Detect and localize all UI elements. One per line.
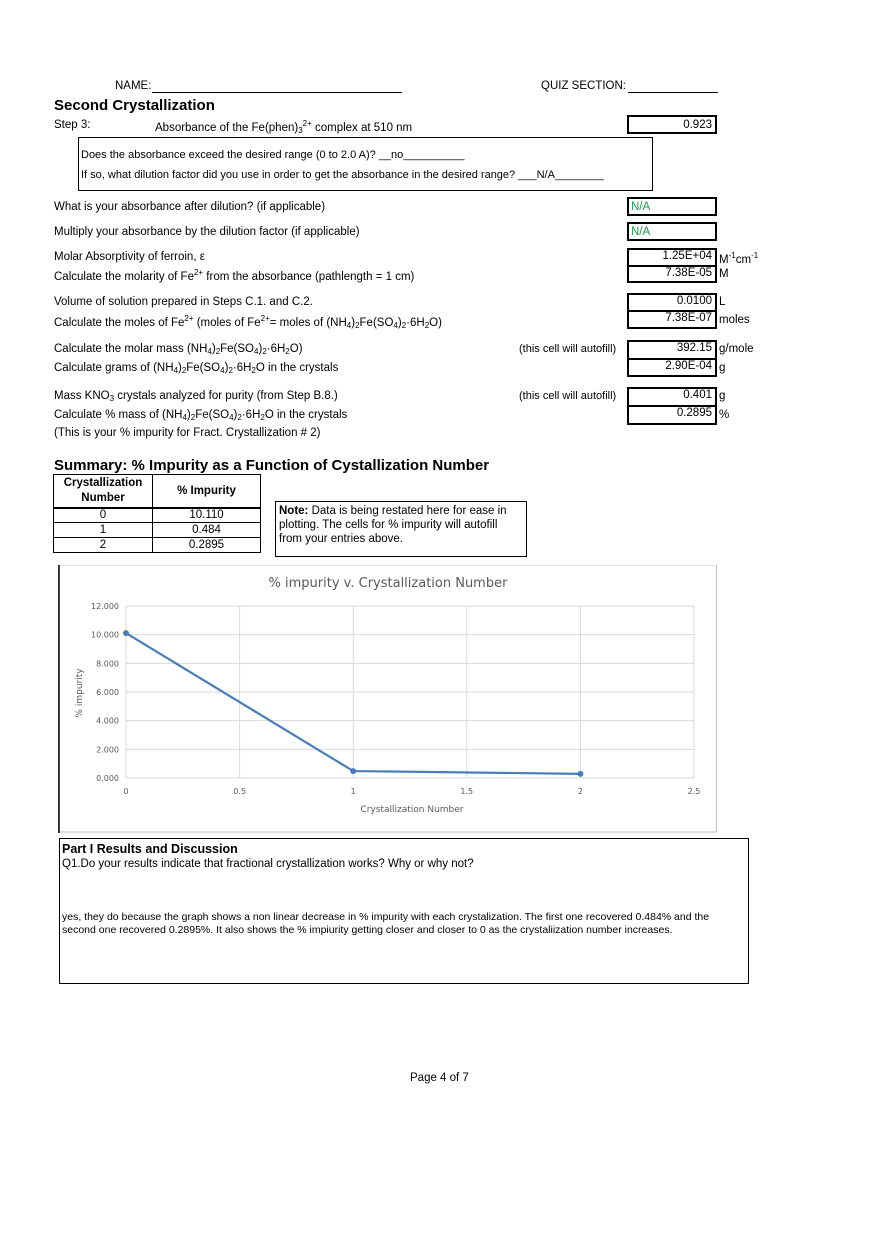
x-tick-label: 0 xyxy=(123,787,129,796)
discussion-answer[interactable]: yes, they do because the graph shows a non linear decrease in % impurity with each crystalization. The first one recovered 0.484% and the second one recovered 0.2895%. It also shows the % impiurity getting closer and closer to 0 as the crystaliization number increases. xyxy=(62,911,710,936)
mass-kno3-label: Mass $KNO_3$ crystals analyzed for purity (from Step B.8.) xyxy=(54,390,338,403)
impurity-chart xyxy=(58,565,717,833)
name-label: NAME: xyxy=(115,80,152,92)
molar-mass-unit: g/mole xyxy=(719,343,754,355)
percent-mass-note: (This is your % impurity for Fract. Crystallization # 2) xyxy=(54,427,321,439)
summary-number: 1 xyxy=(54,523,153,538)
after-dilution-label: What is your absorbance after dilution? (if applicable) xyxy=(54,201,326,213)
dilution-question-2: If so, what dilution factor did you use in order to get the absorbance in the desired range? ___N/A________ xyxy=(81,169,604,181)
discussion-box xyxy=(59,838,749,984)
y-tick-label: 8.000 xyxy=(96,659,119,669)
moles-unit: moles xyxy=(719,314,750,326)
table-row xyxy=(54,523,261,538)
chart-x-label: Crystallization Number xyxy=(360,805,464,815)
summary-number: 2 xyxy=(54,538,153,553)
summary-impurity[interactable]: 10.110 xyxy=(153,508,261,523)
chart-y-label: % impurity xyxy=(75,668,85,718)
data-point xyxy=(123,630,129,636)
discussion-title: Part I Results and Discussion xyxy=(62,842,238,856)
mass-kno3-value[interactable]: 0.401 xyxy=(627,387,717,406)
y-tick-label: 10.000 xyxy=(91,630,119,640)
quiz-section-label: QUIZ SECTION: xyxy=(541,80,626,92)
multiply-value[interactable]: N/A xyxy=(627,222,717,241)
chart-frame xyxy=(59,565,717,832)
molar-absorptivity-unit: $M^{-1}cm^{-1}$ xyxy=(719,251,759,266)
y-tick-label: 0.000 xyxy=(96,774,119,783)
absorbance-label: Absorbance of the $Fe(phen)_3^{2+}$ complex at 510 nm xyxy=(155,119,413,135)
y-tick-label: 2.000 xyxy=(96,745,119,755)
x-tick-label: 2.5 xyxy=(687,787,701,796)
dilution-answer-2[interactable]: ___N/A________ xyxy=(518,169,604,181)
data-point xyxy=(577,771,583,777)
section-title: Second Crystallization xyxy=(54,97,215,114)
summary-table xyxy=(53,474,261,553)
after-dilution-value[interactable]: N/A xyxy=(627,197,717,216)
percent-mass-value[interactable]: 0.2895 xyxy=(627,406,717,425)
multiply-label: Multiply your absorbance by the dilution factor (if applicable) xyxy=(54,226,360,238)
grams-label: Calculate grams of $(NH_4)_2Fe(SO_4)_2\cdot 6H_2O$ in the crystals xyxy=(54,362,339,375)
grams-value[interactable]: 2.90E-04 xyxy=(627,359,717,377)
note-text: Data is being restated here for ease in plotting. The cells for % impurity will autofill from your entries above. xyxy=(279,505,507,545)
discussion-question: Q1.Do your results indicate that fractional crystallization works? Why or why not? xyxy=(62,858,474,870)
autofill-note-1: (this cell will autofill) xyxy=(519,343,617,355)
autofill-note-2: (this cell will autofill) xyxy=(519,390,617,402)
absorbance-value[interactable]: 0.923 xyxy=(627,115,717,134)
volume-label: Volume of solution prepared in Steps C.1. and C.2. xyxy=(54,296,313,308)
percent-mass-unit: % xyxy=(719,409,730,421)
page-number: Page 4 of 7 xyxy=(410,1072,469,1084)
x-tick-label: 0.5 xyxy=(233,787,246,796)
summary-number: 0 xyxy=(54,508,153,523)
table-row xyxy=(54,538,261,553)
grams-unit: g xyxy=(719,362,726,374)
y-tick-label: 6.000 xyxy=(96,688,119,697)
note-label: Note: xyxy=(279,505,309,517)
name-line[interactable] xyxy=(152,92,402,93)
summary-impurity[interactable]: 0.2895 xyxy=(153,538,261,553)
x-tick-label: 2 xyxy=(577,787,583,796)
moles-value[interactable]: 7.38E-07 xyxy=(627,311,717,329)
quiz-section-line[interactable] xyxy=(628,92,718,93)
summary-title: Summary: % Impurity as a Function of Cystallization Number xyxy=(54,457,490,474)
volume-unit: L xyxy=(719,296,726,308)
volume-value[interactable]: 0.0100 xyxy=(627,293,717,311)
x-tick-label: 1.5 xyxy=(460,787,474,796)
table-row xyxy=(54,508,261,523)
data-point xyxy=(350,768,356,774)
y-tick-label: 12.000 xyxy=(91,602,119,611)
x-tick-label: 1 xyxy=(350,787,356,796)
molar-mass-label: Calculate the molar mass $(NH_4)_2Fe(SO_4)_2\cdot 6H_2O$) xyxy=(54,343,303,356)
molar-mass-value[interactable]: 392.15 xyxy=(627,340,717,359)
molarity-value[interactable]: 7.38E-05 xyxy=(627,266,717,283)
molarity-label: Calculate the molarity of $Fe^{2+}$ from the absorbance (pathlength = 1 cm) xyxy=(54,268,415,283)
dilution-answer-1[interactable]: __no__________ xyxy=(378,149,465,161)
summary-header-number: Crystallization Number xyxy=(54,475,153,508)
summary-impurity[interactable]: 0.484 xyxy=(153,523,261,538)
molar-absorptivity-label: Molar Absorptivity of ferroin, ε xyxy=(54,251,205,263)
note-box xyxy=(275,501,527,557)
percent-mass-label: Calculate % mass of $(NH_4)_2Fe(SO_4)_2\cdot 6H_2O$ in the crystals xyxy=(54,409,348,422)
step-label: Step 3: xyxy=(54,119,91,131)
dilution-question-1: Does the absorbance exceed the desired range (0 to 2.0 A)? __no__________ xyxy=(81,149,465,161)
moles-label: Calculate the moles of $Fe^{2+}$ (moles of $Fe^{2+}=$ moles of $(NH_4)_2Fe(SO_4)_2\cdot 6H_2O$) xyxy=(54,314,442,330)
molarity-unit: M xyxy=(719,268,729,280)
molar-absorptivity-value[interactable]: 1.25E+04 xyxy=(627,248,717,266)
dilution-question-box xyxy=(78,137,653,191)
summary-header-impurity: % Impurity xyxy=(153,475,261,508)
y-tick-label: 4.000 xyxy=(96,716,119,726)
chart-title: % impurity v. Crystallization Number xyxy=(268,576,508,591)
mass-kno3-unit: g xyxy=(719,390,726,402)
